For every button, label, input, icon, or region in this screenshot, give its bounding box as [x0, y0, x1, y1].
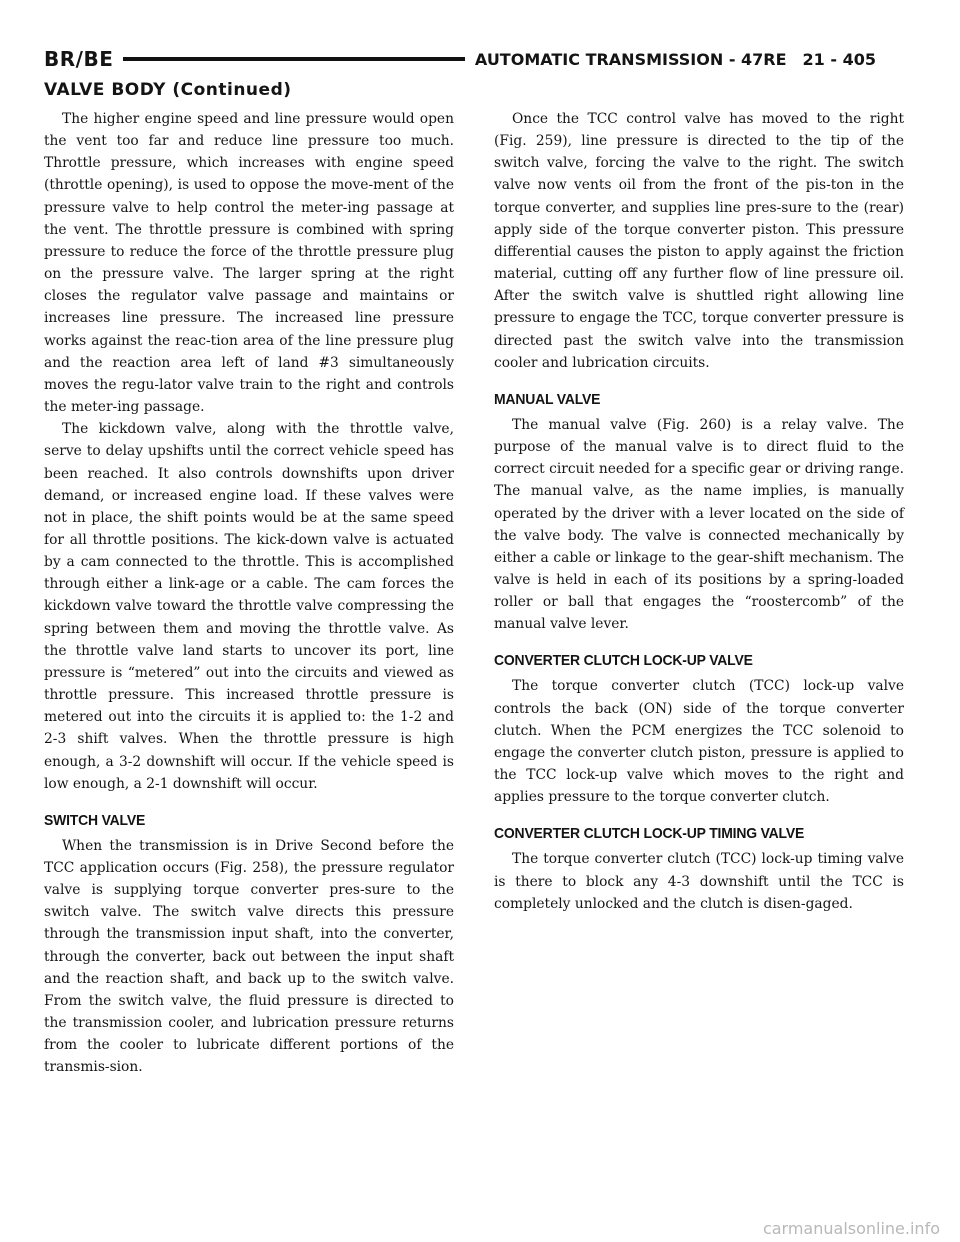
header-rule	[123, 57, 465, 61]
running-header	[44, 42, 876, 76]
paragraph-manual-valve: The manual valve (Fig. 260) is a relay valve. The purpose of the manual valve is to direct fluid to the correct circuit needed for a specific gear or driving range. The manual valve, as the name implies, is manually operated by the driver with a lever located on the side of the valve body. The valve is connected mechanically by either a cable or linkage to the gear-shift mechanism. The valve is held in each of its positions by a spring-loaded roller or ball that engages the “roostercomb” of the manual valve lever.	[494, 416, 904, 633]
heading-switch-valve: SWITCH VALVE	[44, 811, 146, 829]
heading-lockup-timing-valve: CONVERTER CLUTCH LOCK-UP TIMING VALVE	[494, 825, 805, 843]
chapter-title	[465, 50, 876, 69]
right-column	[494, 108, 904, 915]
page-number: 21 - 405	[802, 49, 876, 69]
paragraph-kickdown-valve: The kickdown valve, along with the throttle valve, serve to delay upshifts until the correct vehicle speed has been reached. It also controls downshifts upon driver demand, or increased engine load. If these valves were not in place, the shift points would be at the same speed for all throttle positions. The kick-down valve is actuated by a cam connected to the throttle. This is accomplished through either a link-age or a cable. The cam forces the kickdown valve toward the throttle valve compressing the spring between them and moving the throttle valve. As the throttle valve land starts to uncover its port, line pressure is “metered” out into the circuits and viewed as throttle pressure. This increased throttle pressure is metered out into the circuits it is applied to: the 1-2 and 2-3 shift valves. When the throttle pressure is high enough, a 3-2 downshift will occur. If the vehicle speed is low enough, a 2-1 downshift will occur.	[44, 421, 454, 792]
vehicle-code: BR/BE	[44, 47, 114, 71]
paragraph-switch-valve: When the transmission is in Drive Second before the TCC application occurs (Fig. 258), the pressure regulator valve is supplying torque converter pres-sure to the switch valve. The switch valve directs this pressure through the transmission input shaft, into the converter, through the converter, back out between the input shaft and the reaction shaft, and back up to the switch valve. From the switch valve, the fluid pressure is directed to the transmission cooler, and lubrication pressure returns from the cooler to lubricate different portions of the transmis-sion.	[44, 837, 454, 1076]
watermark: carmanualsonline.info	[762, 1219, 940, 1238]
paragraph-tcc-control: Once the TCC control valve has moved to the right (Fig. 259), line pressure is directed to the tip of the switch valve, forcing the valve to the right. The switch valve now vents oil from the front of the pis-ton in the torque converter, and supplies line pres-sure to the (rear) apply side of the torque converter piston. This pressure differential causes the piston to apply against the friction material, cutting off any further flow of line pressure oil. After the switch valve is shuttled right allowing line pressure to engage the TCC, torque converter pressure is directed past the switch valve into the transmission cooler and lubrication circuits.	[494, 111, 904, 371]
heading-manual-valve: MANUAL VALVE	[494, 390, 601, 408]
left-column	[44, 108, 454, 1079]
section-continued-title: VALVE BODY (Continued)	[44, 80, 292, 100]
paragraph-lockup-timing-valve: The torque converter clutch (TCC) lock-up timing valve is there to block any 4-3 downshift until the TCC is completely unlocked and the clutch is disen-gaged.	[494, 851, 904, 912]
heading-lockup-valve: CONVERTER CLUTCH LOCK-UP VALVE	[494, 652, 753, 670]
paragraph-lockup-valve: The torque converter clutch (TCC) lock-up valve controls the back (ON) side of the torque converter clutch. When the PCM energizes the TCC solenoid to engage the converter clutch piston, pressure is applied to the TCC lock-up valve which moves to the right and applies pressure to the torque converter clutch.	[494, 678, 904, 806]
paragraph-pressure-regulation: The higher engine speed and line pressure would open the vent too far and reduce line pressure too much. Throttle pressure, which increases with engine speed (throttle opening), is used to oppose the move-ment of the pressure valve to help control the meter-ing passage at the vent. The throttle pressure is combined with spring pressure to reduce the force of the throttle pressure plug on the pressure valve. The larger spring at the right closes the regulator valve passage and maintains or increases line pressure. The increased line pressure works against the reac-tion area of the line pressure plug and the reaction area left of land #3 simultaneously moves the regu-lator valve train to the right and controls the meter-ing passage.	[44, 111, 454, 416]
chapter-title-text: AUTOMATIC TRANSMISSION - 47RE	[474, 49, 787, 69]
